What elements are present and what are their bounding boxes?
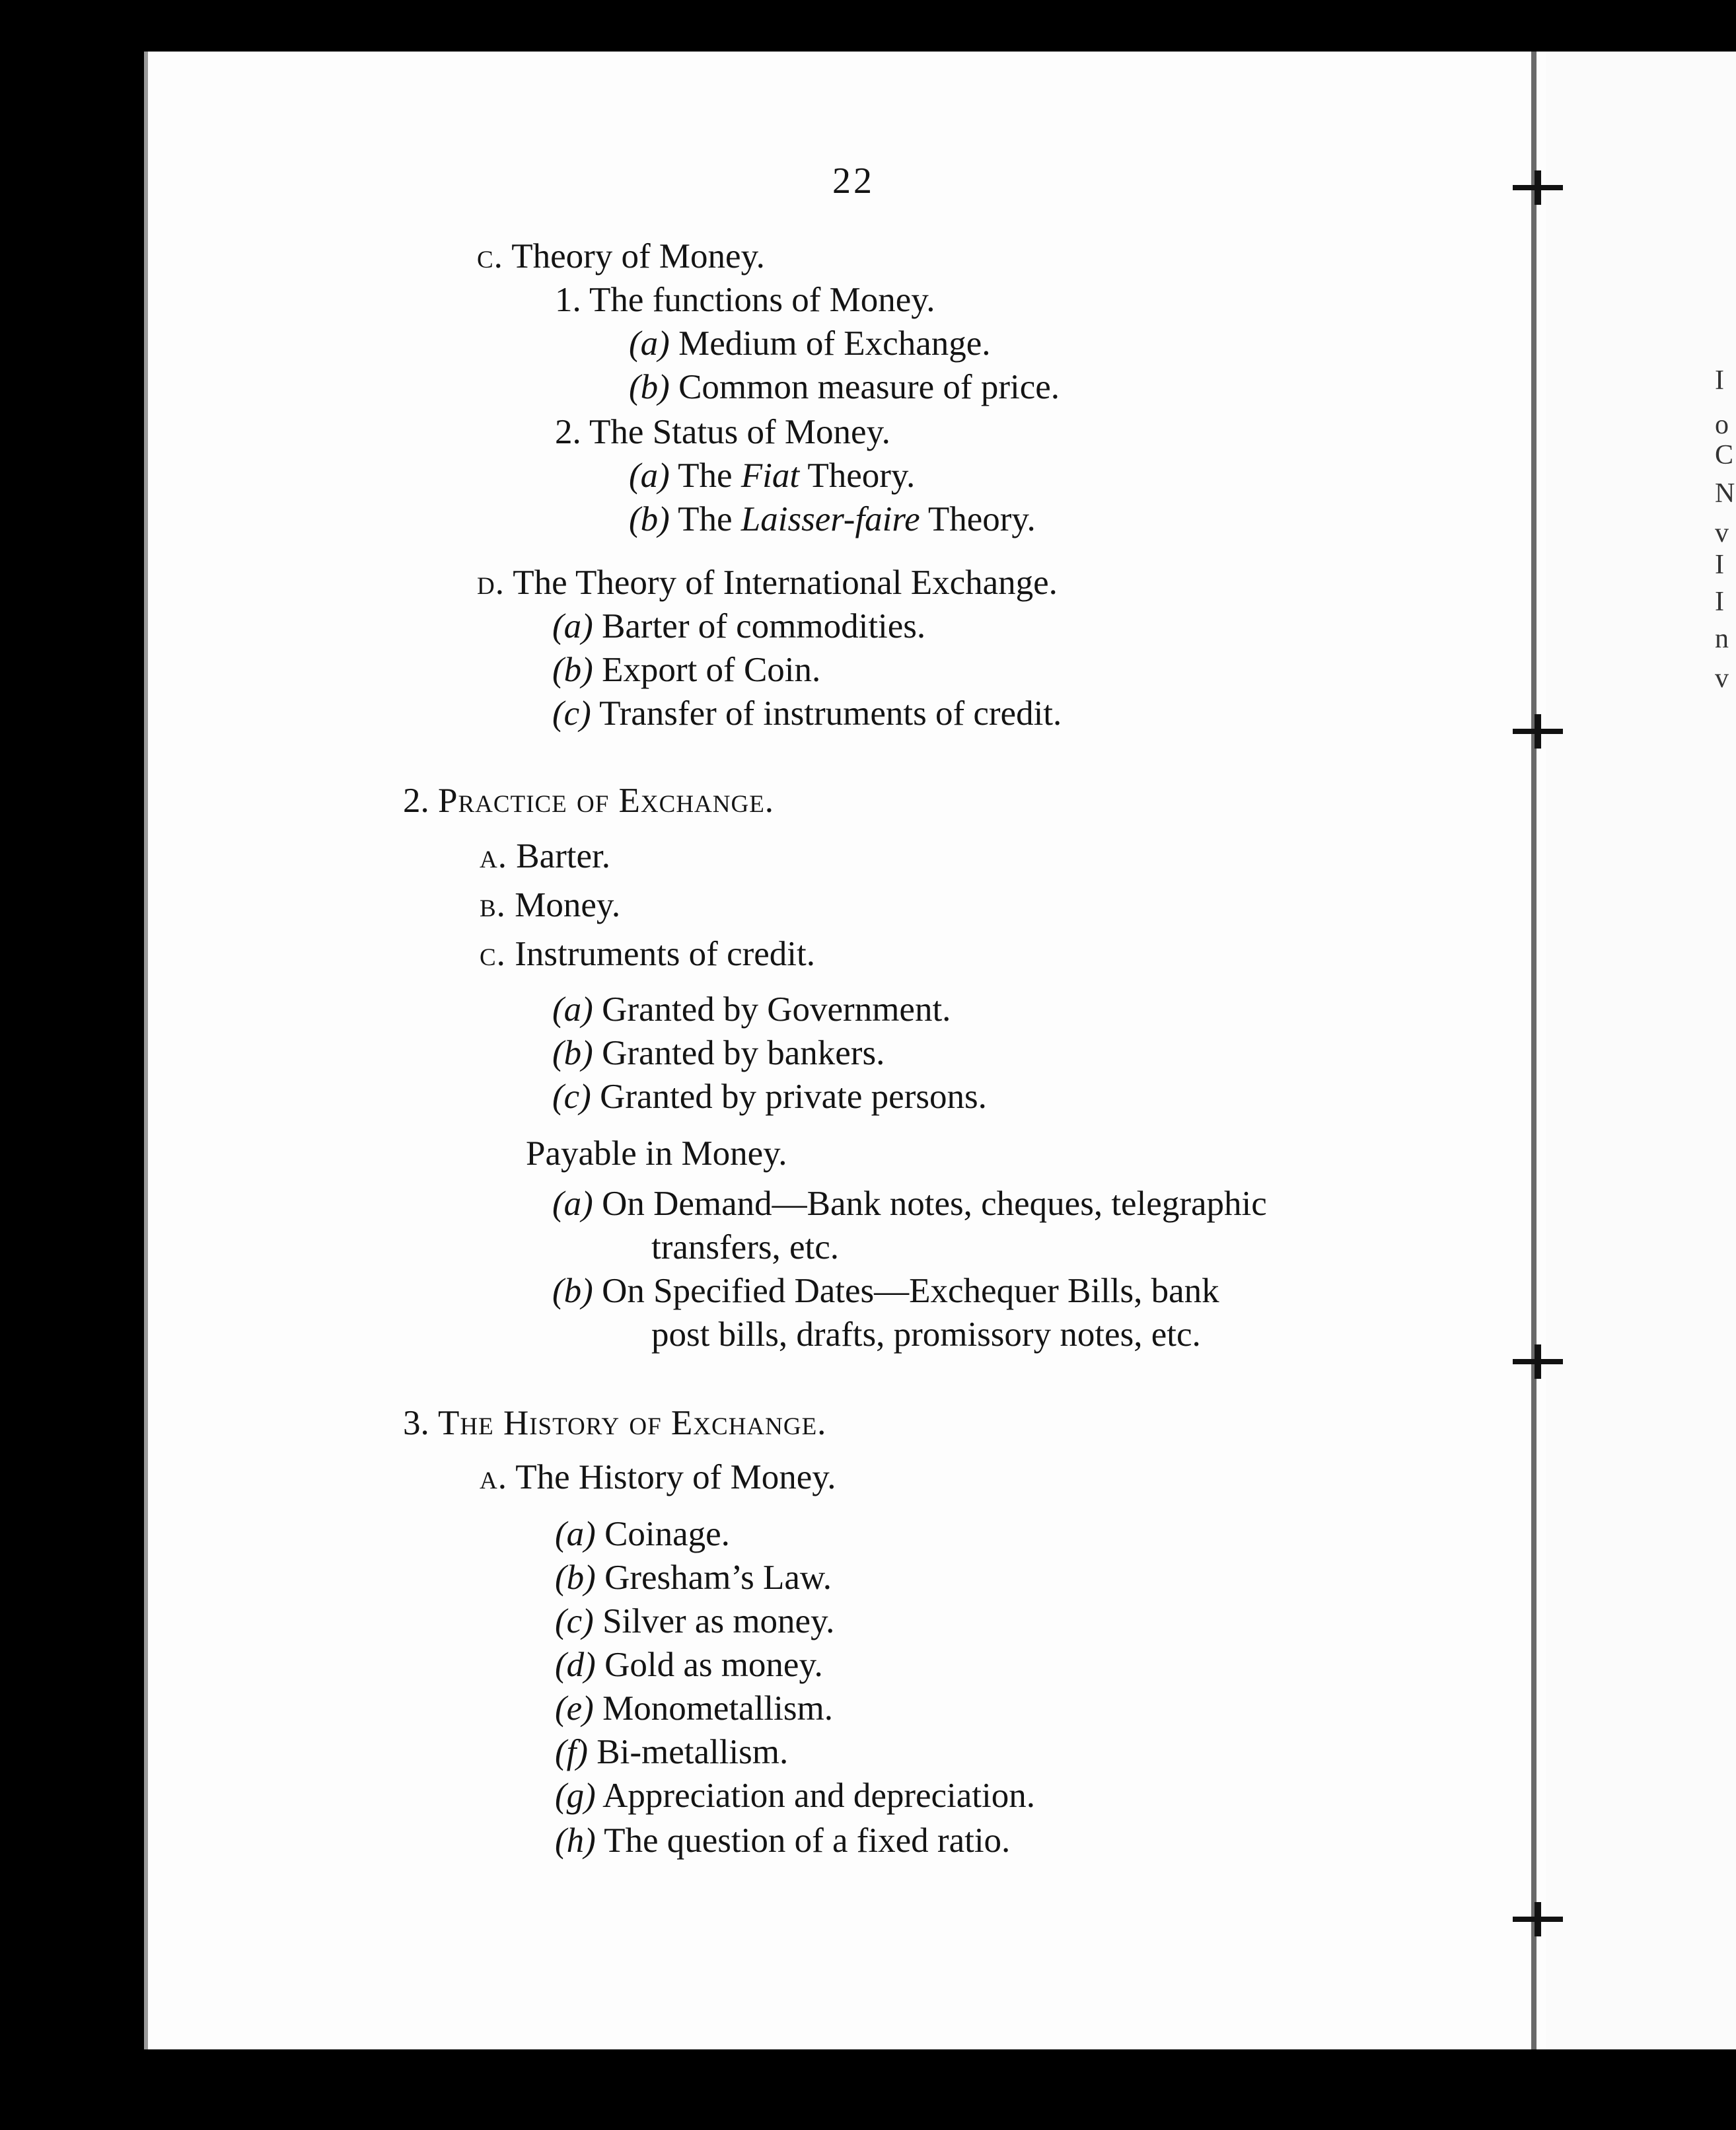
next-page-fragment: I — [1715, 550, 1724, 580]
section-heading: Practice of Exchange. — [438, 782, 775, 820]
item-text: Medium of Exchange. — [678, 324, 991, 363]
section-number: 3. — [403, 1404, 429, 1442]
list-item — [552, 609, 925, 644]
item-marker: a. — [480, 837, 507, 875]
next-page-fragment: v — [1715, 663, 1729, 694]
list-item — [555, 415, 890, 450]
item-marker: (a) — [552, 990, 593, 1029]
item-marker: 2. — [555, 413, 581, 451]
item-text: Barter. — [516, 837, 610, 875]
item-marker: 1. — [555, 281, 581, 319]
list-item — [552, 992, 951, 1027]
item-marker: (g) — [555, 1777, 596, 1815]
item-marker: (b) — [552, 651, 593, 689]
item-continuation: transfers, etc. — [651, 1228, 839, 1267]
item-text: Transfer of instruments of credit. — [599, 694, 1062, 733]
page-number: 22 — [832, 161, 875, 202]
item-text: Bi-metallism. — [597, 1733, 789, 1771]
item-text: Granted by private persons. — [600, 1078, 987, 1116]
book-gutter — [1531, 52, 1537, 2049]
item-text: The question of a fixed ratio. — [604, 1821, 1011, 1860]
next-page-fragment: N — [1715, 478, 1735, 509]
item-text: Common measure of price. — [678, 368, 1060, 406]
payable-label: Payable in Money. — [526, 1134, 787, 1173]
item-text: Granted by Government. — [602, 990, 951, 1029]
item-marker: (d) — [555, 1646, 596, 1684]
binding-stitch — [1513, 1917, 1563, 1922]
item-marker: (a) — [629, 324, 670, 363]
list-item — [555, 1823, 1010, 1858]
item-marker: (c) — [552, 694, 591, 733]
section-d-heading — [477, 566, 1058, 601]
item-marker: b. — [480, 886, 506, 924]
list-item — [555, 1517, 730, 1552]
item-text-pre: The — [678, 457, 741, 495]
list-item — [552, 1187, 1267, 1222]
item-text: The History of Money. — [515, 1458, 836, 1496]
item-marker: (c) — [552, 1078, 591, 1116]
list-item — [480, 937, 815, 972]
list-item — [555, 1604, 834, 1639]
item-continuation: post bills, drafts, promissory notes, etc. — [651, 1315, 1201, 1354]
item-text: Barter of commodities. — [602, 607, 926, 645]
list-item — [552, 1080, 987, 1115]
item-text: Coinage. — [604, 1515, 730, 1553]
list-item — [555, 1779, 1035, 1814]
list-item — [480, 839, 610, 874]
list-item — [552, 1274, 1219, 1309]
item-marker: (b) — [552, 1034, 593, 1072]
item-marker: (a) — [552, 607, 593, 645]
list-item — [552, 696, 1062, 731]
next-page-fragment: I — [1715, 587, 1724, 617]
list-item — [629, 370, 1060, 405]
list-item — [480, 1460, 836, 1495]
item-marker: (b) — [555, 1559, 596, 1597]
list-item — [552, 653, 820, 688]
list-item — [555, 1691, 833, 1726]
item-marker: a. — [480, 1458, 507, 1496]
section-marker: c. — [477, 237, 503, 275]
list-item — [552, 1036, 885, 1071]
list-item — [629, 459, 915, 494]
item-marker: (a) — [552, 1185, 593, 1223]
list-item — [629, 502, 1036, 537]
next-page-fragment: n — [1715, 624, 1729, 654]
item-marker: (a) — [629, 457, 670, 495]
item-text: Gresham’s Law. — [604, 1559, 832, 1597]
section-heading: The History of Exchange. — [438, 1404, 827, 1442]
item-text-italic: Laisser-faire — [741, 500, 920, 538]
item-marker: (f) — [555, 1733, 589, 1771]
next-page-fragment: v — [1715, 518, 1729, 548]
item-text-post: Theory. — [920, 500, 1036, 538]
list-item — [555, 1648, 823, 1683]
binding-stitch — [1513, 1359, 1563, 1364]
item-text: Money. — [515, 886, 621, 924]
item-text: Silver as money. — [602, 1602, 835, 1640]
item-text-pre: The — [678, 500, 741, 538]
item-text: The functions of Money. — [589, 281, 935, 319]
list-item — [555, 1561, 832, 1596]
item-text: Export of Coin. — [602, 651, 821, 689]
item-marker: (b) — [629, 368, 670, 406]
list-item — [629, 326, 991, 361]
item-text-post: Theory. — [799, 457, 916, 495]
practice-heading — [403, 784, 774, 819]
item-text-italic: Fiat — [741, 457, 800, 495]
next-page-edge — [1546, 52, 1736, 2049]
section-title: The Theory of International Exchange. — [513, 564, 1058, 602]
list-item — [555, 1735, 788, 1770]
item-marker: (e) — [555, 1689, 594, 1728]
item-text: Granted by bankers. — [602, 1034, 885, 1072]
item-marker: (b) — [629, 500, 670, 538]
item-text: Instruments of credit. — [515, 935, 815, 973]
next-page-fragment: I — [1715, 365, 1724, 396]
binding-stitch — [1513, 729, 1563, 734]
item-text: On Demand—Bank notes, cheques, telegraphic — [602, 1185, 1267, 1223]
list-item — [555, 283, 935, 318]
item-text: Gold as money. — [604, 1646, 823, 1684]
item-text: The Status of Money. — [589, 413, 890, 451]
item-text: On Specified Dates—Exchequer Bills, bank — [602, 1272, 1219, 1310]
item-text: Appreciation and depreciation. — [602, 1777, 1036, 1815]
history-heading — [403, 1406, 826, 1441]
section-number: 2. — [403, 782, 429, 820]
section-title: Theory of Money. — [511, 237, 765, 275]
next-page-fragment: o — [1715, 410, 1729, 440]
binding-stitch — [1513, 185, 1563, 190]
item-marker: (h) — [555, 1821, 596, 1860]
next-page-fragment: C — [1715, 440, 1734, 470]
item-text: Monometallism. — [602, 1689, 833, 1728]
item-marker: (c) — [555, 1602, 594, 1640]
item-marker: (b) — [552, 1272, 593, 1310]
item-marker: (a) — [555, 1515, 596, 1553]
item-marker: c. — [480, 935, 506, 973]
list-item — [480, 888, 620, 923]
section-c-heading — [477, 239, 765, 274]
section-marker: d. — [477, 564, 505, 602]
